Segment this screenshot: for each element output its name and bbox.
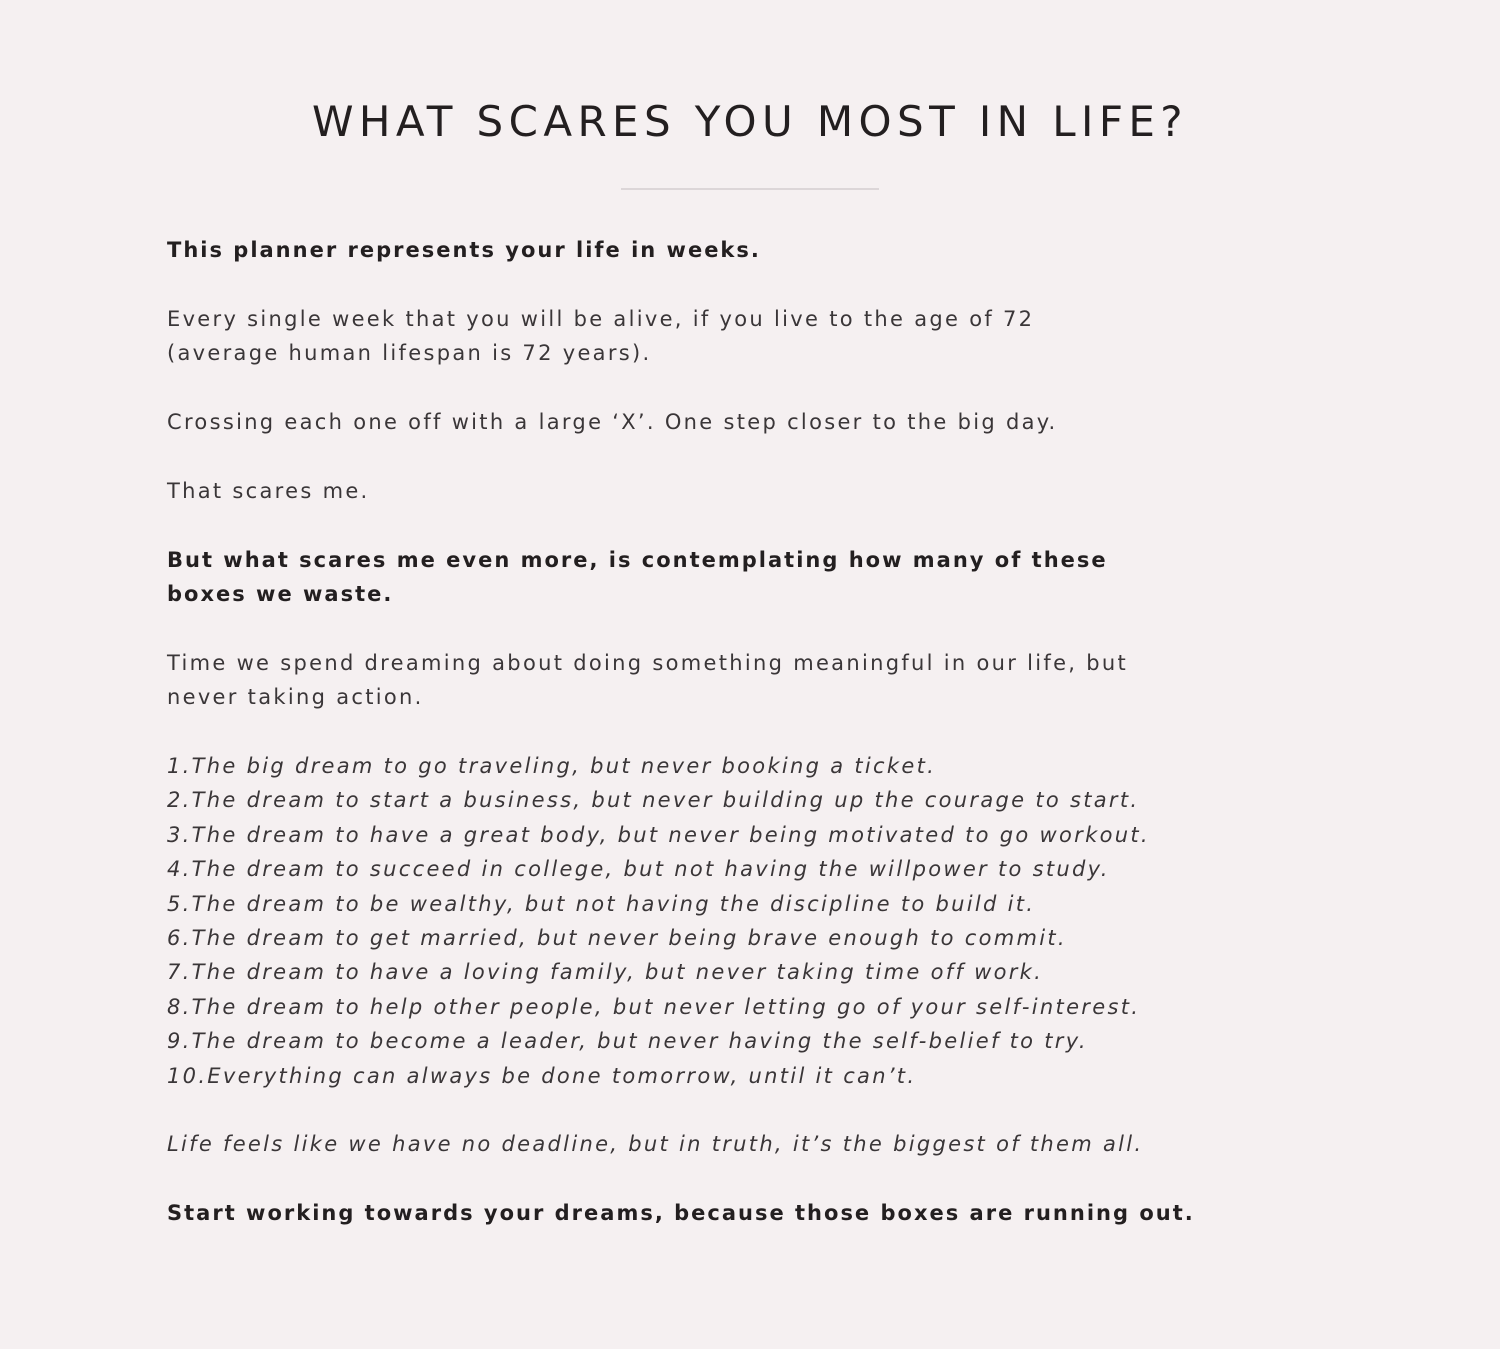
list-item: 10.Everything can always be done tomorrow, until it can’t.: [167, 1063, 917, 1088]
list-item: 6.The dream to get married, but never being brave enough to commit.: [167, 926, 1067, 951]
dreams-list: [167, 749, 1367, 1093]
scares-paragraph: That scares me.: [167, 478, 370, 503]
list-item: 4.The dream to succeed in college, but not having the willpower to study.: [167, 857, 1110, 882]
list-item: 5.The dream to be wealthy, but not having the discipline to build it.: [167, 891, 1036, 916]
deadline-paragraph: Life feels like we have no deadline, but in truth, it’s the biggest of them all.: [167, 1132, 1144, 1157]
page-title: WHAT SCARES YOU MOST IN LIFE?: [311, 97, 1189, 146]
list-item: 7.The dream to have a loving family, but never taking time off work.: [167, 960, 1044, 985]
crossing-paragraph: Crossing each one off with a large ‘X’. One step closer to the big day.: [167, 410, 1058, 434]
list-item: 8.The dream to help other people, but never letting go of your self-interest.: [167, 994, 1141, 1019]
body-content: [167, 233, 1367, 1265]
list-item: 3.The dream to have a great body, but never being motivated to go workout.: [167, 822, 1150, 847]
weeks-line-1: Every single week that you will be alive, if you live to the age of 72: [167, 306, 1035, 331]
list-item: 1.The big dream to go traveling, but never booking a ticket.: [167, 754, 937, 778]
weeks-line-2: (average human lifespan is 72 years).: [167, 341, 652, 366]
closing-paragraph: Start working towards your dreams, because those boxes are running out.: [167, 1201, 1195, 1226]
more-scares-paragraph: [167, 543, 1367, 612]
list-item: 2.The dream to start a business, but never building up the courage to start.: [167, 788, 1140, 813]
time-line-1: Time we spend dreaming about doing something meaningful in our life, but: [167, 650, 1129, 675]
more-scares-line-2: boxes we waste.: [167, 582, 394, 606]
more-scares-line-1: But what scares me even more, is contemplating how many of these: [167, 547, 1108, 572]
list-item: 9.The dream to become a leader, but never having the self-belief to try.: [167, 1029, 1088, 1054]
time-line-2: never taking action.: [167, 685, 424, 710]
title-divider: [621, 188, 879, 190]
weeks-paragraph: [167, 302, 1367, 371]
time-paragraph: [167, 646, 1367, 715]
intro-paragraph: This planner represents your life in weeks.: [167, 238, 761, 262]
